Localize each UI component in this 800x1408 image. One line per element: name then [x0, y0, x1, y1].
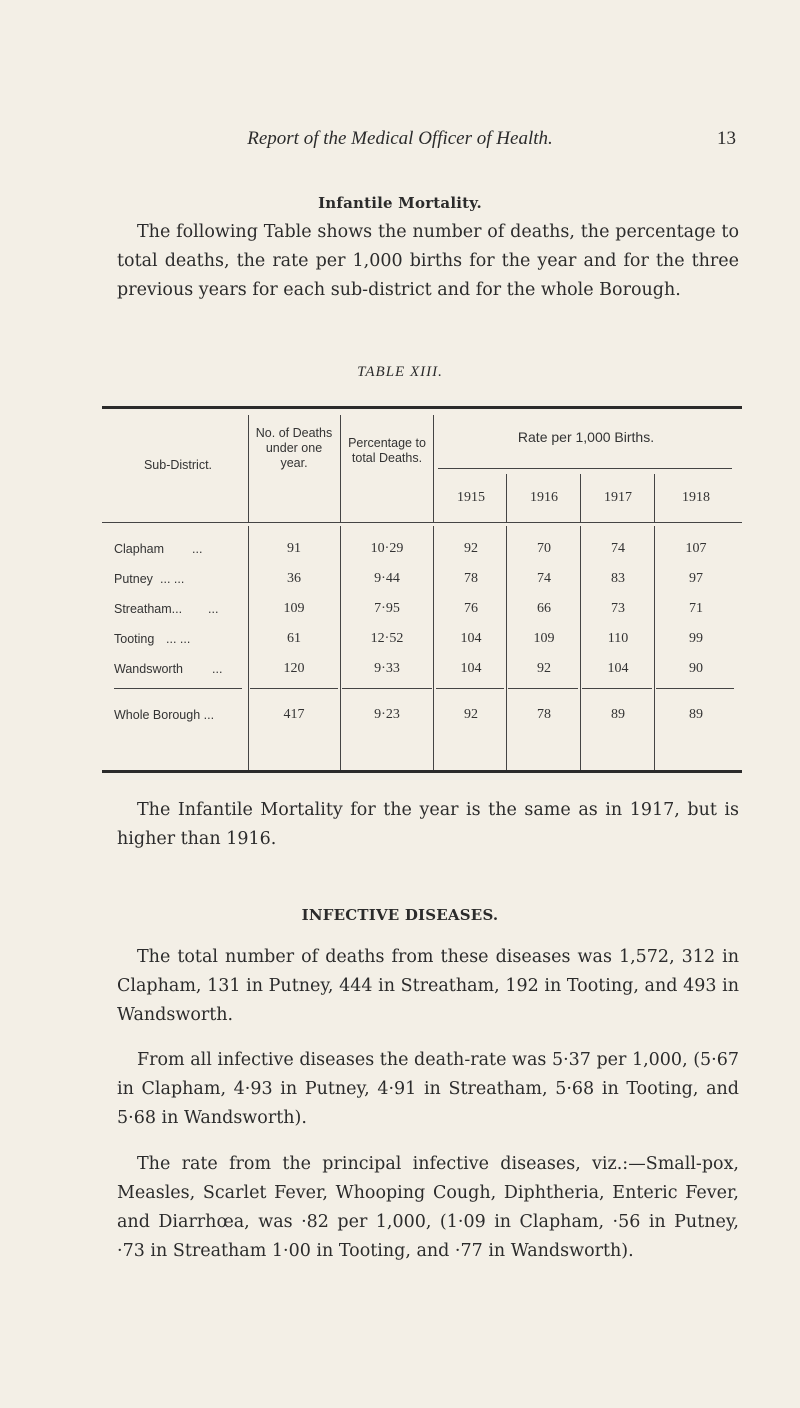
- total-rule: [114, 688, 242, 689]
- table-row: [0, 566, 800, 592]
- row-name: Putney: [114, 572, 153, 586]
- row-1918: 107: [685, 541, 707, 556]
- total-rule: [342, 688, 432, 689]
- row-name: Tooting: [114, 632, 155, 646]
- infective-deaths-paragraph: The total number of deaths from these diseases was 1,572, 312 in Clapham, 131 in Putney, 444 in Streatham, 192 in Tooting, and 493 in Wandsworth.: [117, 947, 739, 1025]
- row-name: Streatham...: [114, 602, 183, 616]
- table-row: [0, 536, 800, 562]
- header-rate: Rate per 1,000 Births.: [517, 429, 655, 445]
- row-deaths: 109: [283, 601, 305, 616]
- row-percentage: 12·52: [370, 631, 404, 646]
- total-rule: [250, 688, 338, 689]
- row-1917: 110: [607, 631, 629, 646]
- row-1918: 99: [689, 631, 703, 646]
- row-name: Wandsworth: [114, 662, 184, 676]
- row-1916: 70: [537, 541, 551, 556]
- header-percentage: Percentage to total Deaths.: [348, 436, 426, 465]
- total-rule: [582, 688, 652, 689]
- row-1915: 76: [464, 601, 478, 616]
- row-1915: 92: [464, 541, 478, 556]
- row-deaths: 120: [283, 661, 305, 676]
- row-percentage: 10·29: [370, 541, 404, 556]
- table-total-row: [0, 702, 800, 728]
- page-number: 13: [717, 128, 736, 149]
- leader-dots: ...: [192, 542, 203, 556]
- row-1915: 104: [460, 661, 482, 676]
- infantile-mortality-heading: Infantile Mortality.: [318, 194, 482, 212]
- header-year-1917: 1917: [604, 490, 632, 505]
- header-divider: [433, 415, 434, 522]
- header-divider: [340, 415, 341, 522]
- table-row: [0, 656, 800, 682]
- row-1916: 74: [537, 571, 551, 586]
- leader-dots: ...: [208, 602, 219, 616]
- infantile-intro-paragraph: The following Table shows the number of deaths, the percentage to total deaths, the rate per 1,000 births for the year and for the three previous years for each sub-district and for the whole Borough.: [117, 222, 739, 300]
- total-1916: 78: [537, 707, 551, 722]
- total-rule: [436, 688, 504, 689]
- row-1917: 104: [607, 661, 629, 676]
- header-bottom-rule: [102, 522, 742, 523]
- infective-rate-paragraph: From all infective diseases the death-rate was 5·37 per 1,000, (5·67 in Clapham, 4·93 in Putney, 4·91 in Streatham, 5·68 in Tooting, and 5·68 in Wandsworth).: [117, 1050, 739, 1128]
- header-divider: [654, 474, 655, 522]
- leader-dots: ... ...: [160, 572, 185, 586]
- header-year-1916: 1916: [530, 490, 558, 505]
- row-1917: 73: [611, 601, 625, 616]
- running-title: Report of the Medical Officer of Health.: [247, 128, 553, 149]
- header-divider: [506, 474, 507, 522]
- infective-diseases-heading: INFECTIVE DISEASES.: [301, 906, 499, 924]
- row-1916: 109: [533, 631, 555, 646]
- row-1917: 83: [611, 571, 625, 586]
- table-top-rule: [102, 406, 742, 409]
- total-1917: 89: [611, 707, 625, 722]
- running-head: [0, 128, 800, 158]
- total-1918: 89: [689, 707, 703, 722]
- header-year-1915: 1915: [457, 490, 485, 505]
- header-year-1918: 1918: [682, 490, 710, 505]
- infantile-summary-paragraph: The Infantile Mortality for the year is the same as in 1917, but is higher than 1916.: [117, 800, 739, 849]
- table-caption: TABLE XIII.: [357, 364, 443, 380]
- total-name: Whole Borough ...: [114, 708, 215, 722]
- table-row: [0, 596, 800, 622]
- total-rule: [508, 688, 578, 689]
- table-row: [0, 626, 800, 652]
- row-deaths: 61: [287, 631, 301, 646]
- header-divider: [580, 474, 581, 522]
- row-1918: 90: [689, 661, 703, 676]
- rate-subheader-rule: [438, 468, 732, 469]
- leader-dots: ... ...: [166, 632, 191, 646]
- row-1917: 74: [611, 541, 625, 556]
- row-1916: 92: [537, 661, 551, 676]
- row-name: Clapham: [114, 542, 165, 556]
- row-1918: 71: [689, 601, 703, 616]
- total-1915: 92: [464, 707, 478, 722]
- row-deaths: 36: [287, 571, 301, 586]
- principal-infective-paragraph: The rate from the principal infective diseases, viz.:—Small-pox, Measles, Scarlet Fever, Whooping Cough, Diphtheria, Enteric Fever, and Diarrhœa, was ·82 per 1,000, (1·09 in Clapham, ·56 in Putney, ·73 in Streatham 1·00 in Tooting, and ·77 in Wandsworth).: [117, 1154, 739, 1261]
- total-percentage: 9·23: [374, 707, 400, 722]
- row-deaths: 91: [287, 541, 301, 556]
- total-rule: [656, 688, 734, 689]
- row-1916: 66: [537, 601, 551, 616]
- row-1915: 104: [460, 631, 482, 646]
- row-1918: 97: [689, 571, 703, 586]
- row-percentage: 9·33: [374, 661, 400, 676]
- leader-dots: ...: [212, 662, 223, 676]
- total-deaths: 417: [283, 707, 305, 722]
- header-sub-district: Sub-District.: [143, 458, 213, 472]
- row-percentage: 9·44: [374, 571, 400, 586]
- row-1915: 78: [464, 571, 478, 586]
- row-percentage: 7·95: [374, 601, 400, 616]
- header-divider: [248, 415, 249, 522]
- table-bottom-rule: [102, 770, 742, 773]
- header-deaths: No. of Deaths under one year.: [255, 426, 333, 470]
